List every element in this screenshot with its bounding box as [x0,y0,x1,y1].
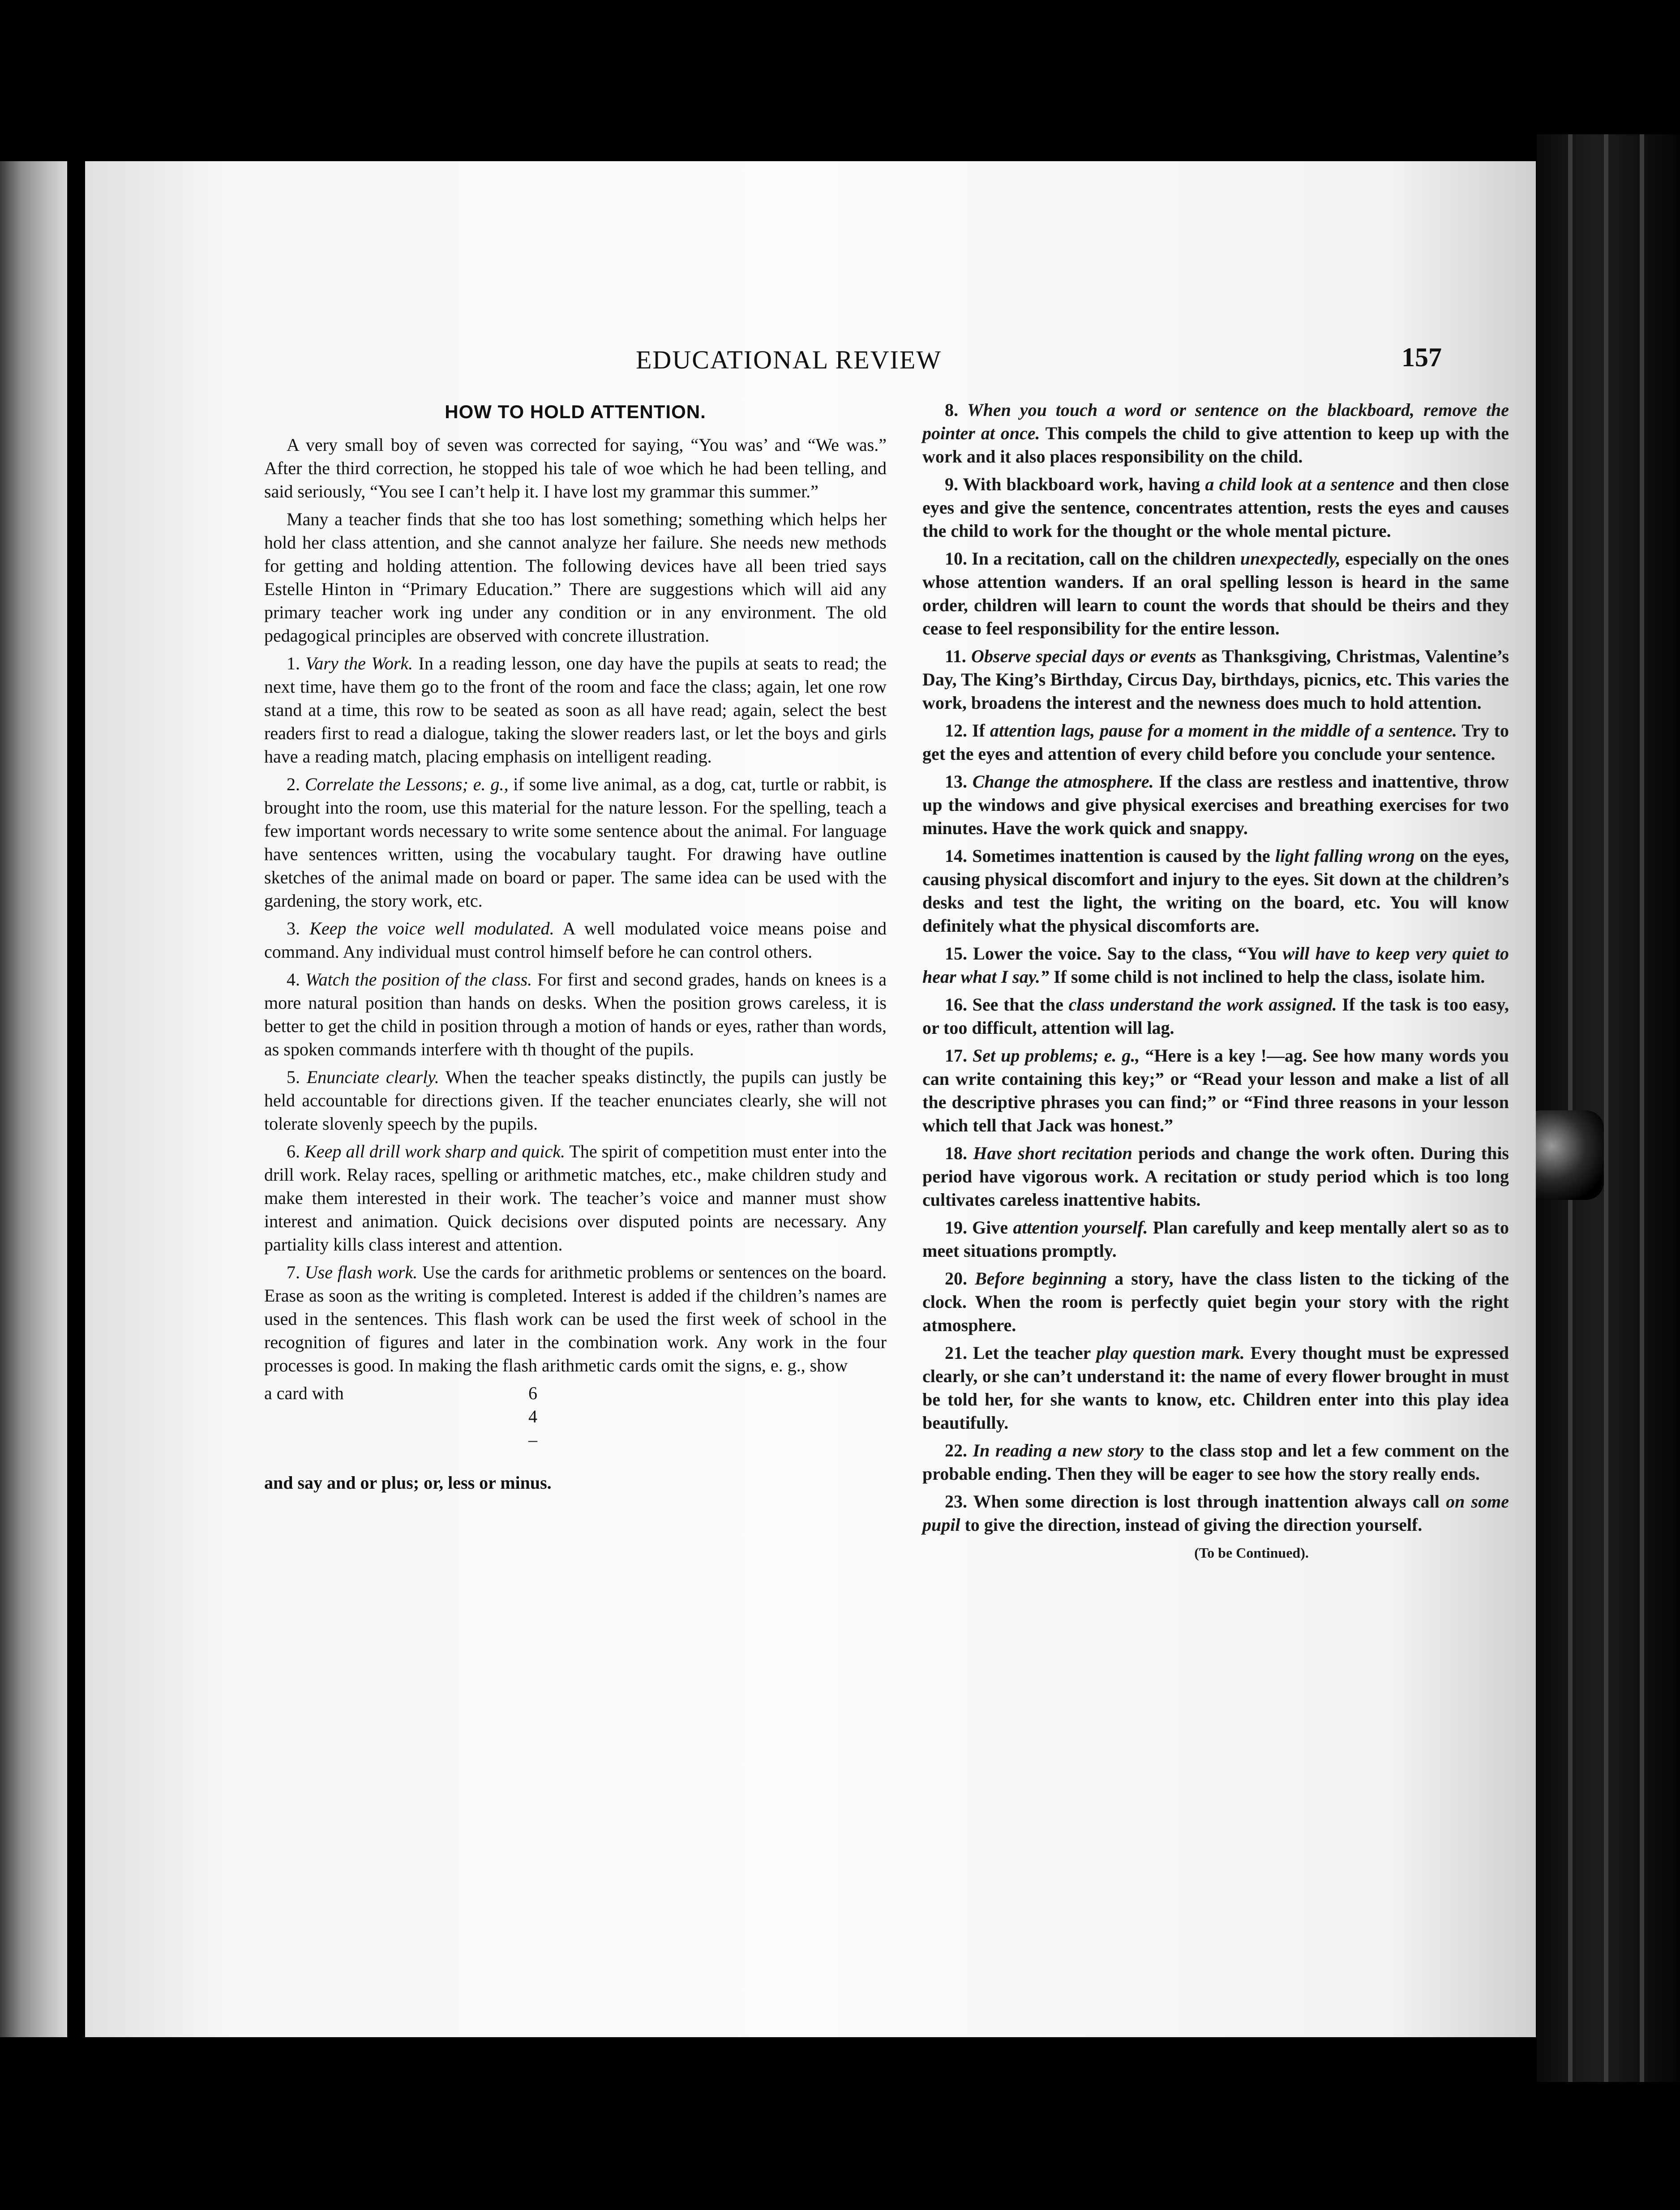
tip-heading: Set up problems; e. g., [972,1045,1140,1066]
tip-number: 18. [945,1143,973,1163]
tip-item [922,1044,1509,1137]
flash-card-example [264,1382,887,1458]
closing-line: and say and or plus; or, less or minus. [264,1473,552,1493]
tip-item [922,993,1509,1040]
flash-card-lead: a card with [264,1383,344,1403]
tip-text: if some live animal, as a dog, cat, turtle or rabbit, is brought into the room, use this material for the nature lesson. For the spelling, teach a few important words necessary to write some sentence about the animal. For language have sentences written, using the vocabulary taught. For drawing have outline sketches of the animal made on board or paper. The same idea can be used with the gardening, the story work, etc. [264,774,887,911]
tip-number: 22. [945,1440,973,1460]
page-number: 157 [1401,343,1442,372]
tip-item [264,1261,887,1377]
tip-heading: When you touch a word or sentence on the blackboard, remove the pointer at once. [922,400,1509,443]
intro-paragraph: Many a teacher finds that she too has lost something; something which helps her hold her class attention, and she cannot analyze her failure. She needs new methods for getting and holding attention. The following devices have all been tried says Estelle Hinton in “Primary Education.” There are suggestions which will aid any primary teacher work ing under any condition or in any environment. The old pedagogical principles are observed with concrete illustration. [264,509,887,646]
tip-item [264,917,887,964]
intro-paragraph: A very small boy of seven was corrected for saying, “You was’ and “We was.” After the third correction, he stopped his tale of woe which he had been telling, and said seriously, “You see I can’t help it. I have lost my grammar this summer.” [264,435,887,501]
tip-item [922,473,1509,543]
tip-item [264,773,887,912]
tip-item [922,1216,1509,1263]
tip-heading: will have to keep very quiet to hear what I say.” [922,943,1509,987]
tip-number: 23. When some direction is lost through inattention always call [945,1491,1446,1512]
tip-number: 8. [945,400,967,420]
tip-text: A well modulated voice means poise and command. Any individual must control himself before he can control others. [264,918,887,962]
tip-item [922,1341,1509,1435]
tip-number: 4. [287,969,305,989]
tip-number: 12. If [945,720,990,741]
tip-text: as Thanksgiving, Christmas, Valentine’s Day, The King’s Birthday, Circus Day, birthdays, picnics, etc. This varies the work, broadens the interest and the newness does much to hold attention. [922,646,1509,713]
tip-text: If the class are restless and inattentive, throw up the windows and give physical exercises and breathing exercises for two minutes. Have the work quick and snappy. [922,771,1509,838]
tip-heading: a child look at a sentence [1205,474,1395,494]
tip-heading: Enunciate clearly. [306,1067,439,1087]
article-title: HOW TO HOLD ATTENTION. [445,401,706,422]
tip-number: 16. See that the [945,994,1069,1015]
tip-item [922,770,1509,840]
tip-heading: Use flash work. [304,1262,418,1282]
tip-number: 19. Give [945,1217,1013,1238]
tip-item [922,942,1509,989]
tip-text: For first and second grades, hands on knees is a more natural position than hands on desks. When the position grows careless, it is better to get the child in position through a motion of hands or eyes, rather than words, as spoken commands interfere with th thought of the pupils. [264,969,887,1059]
tip-number: 2. [287,774,305,794]
tip-number: 3. [287,918,310,938]
right-column [922,398,1509,1564]
tip-heading: Watch the position of the class. [305,969,532,989]
tip-number: 10. In a recitation, call on the children [945,548,1240,569]
tip-heading: attention lags, pause for a moment in the middle of a sentence. [990,720,1457,741]
tip-text: and then close eyes and give the sentence, concentrates attention, rests the eyes and causes the child to work for the thought or the whole mental picture. [922,474,1509,541]
tip-text: Plan carefully and keep mentally alert so as to meet situations promptly. [922,1217,1509,1261]
tip-heading: In reading a new story [973,1440,1144,1460]
tip-heading: light falling wrong [1275,846,1415,866]
continued-note: (To be Continued). [1194,1545,1309,1561]
tip-item [922,398,1509,468]
tip-item [922,719,1509,766]
tip-text: Every thought must be expressed clearly, or she can’t understand it: the name of every flower brought in must be told her, for she wants to know, etc. Children enter into this play idea beautifully. [922,1343,1509,1433]
tip-text: Use the cards for arithmetic problems or sentences on the board. Erase as soon as the writing is completed. Interest is added if the children’s names are used in the sentences. This flash work can be used the first week of school in the recognition of figures and later in the combination work. Any work in the four processes is good. In making the flash arithmetic cards omit the signs, e. g., show [264,1262,887,1375]
tip-number: 9. With blackboard work, having [945,474,1205,494]
tip-heading: attention yourself. [1013,1217,1148,1238]
tip-number: 5. [287,1067,307,1087]
journal-title: EDUCATIONAL REVIEW [636,345,942,374]
binding-stripe [1640,134,1644,2082]
tip-heading: Correlate the Lessons; e. g., [304,774,509,794]
running-header [636,345,1442,385]
tip-heading: play question mark. [1096,1343,1245,1363]
left-column [264,398,887,1495]
tip-text: especially on the ones whose attention wanders. If an oral spelling lesson is heard in the same order, children will learn to count the words that should be theirs and they cease to feel responsibility for the entire lesson. [922,548,1509,638]
tip-heading: Observe special days or events [971,646,1196,666]
tip-heading: on some pupil [922,1491,1509,1535]
tip-number: 11. [945,646,972,666]
tip-number: 1. [287,653,306,673]
facing-page-edge [0,161,67,2037]
tip-heading: Keep all drill work sharp and quick. [304,1141,566,1161]
tip-item [922,1439,1509,1486]
flash-card-rule: – [528,1430,537,1450]
tip-item [922,1267,1509,1337]
tip-item [922,645,1509,715]
tip-heading: Before beginning [975,1268,1107,1289]
tip-text: “Here is a key !—ag. See how many words you can write containing this key;” or “Read your lesson and make a list of all the descriptive phrases you can find;” or “Find three reasons in your lesson which tell that Jack was honest.” [922,1045,1509,1135]
tip-item [922,1142,1509,1212]
tip-text: on the eyes, causing physical discomfort and injury to the eyes. Sit down at the children’s desks and test the light, the writing on the board, etc. You will know definitely what the physical discomforts are. [922,846,1509,936]
binding-stripe [1604,134,1608,2082]
document-page [85,161,1536,2037]
tip-number: 20. [945,1268,975,1289]
tip-text: If the task is too easy, or too difficult, attention will lag. [922,994,1509,1038]
tip-item [264,652,887,768]
tip-text: This compels the child to give attention to keep up with the work and it also places responsibility on the child. [922,423,1509,467]
tip-number: 14. Sometimes inattention is caused by the [945,846,1275,866]
tip-text: When the teacher speaks distinctly, the pupils can justly be held accountable for directions given. If the teacher enunciates clearly, she will not tolerate slovenly speech by the pupils. [264,1067,887,1134]
tip-heading: Have short recitation [973,1143,1132,1163]
tip-text: Try to get the eyes and attention of every child before you conclude your sentence. [922,720,1509,764]
tip-text: In a reading lesson, one day have the pupils at seats to read; the next time, have them go to the front of the room and face the class; again, let one row stand at a time, this row to be seated as soon as all have read; again, select the best readers first to read a dialogue, taking the slower readers last, or let the boys and girls have a reading match, placing emphasis on intelligent reading. [264,653,887,767]
flash-card-top-number: 6 [528,1383,537,1403]
tip-text: to give the direction, instead of giving the direction yourself. [960,1515,1423,1535]
tip-number: 6. [287,1141,305,1161]
flash-card-bottom-number: 4 [528,1406,537,1426]
book-binding [1537,134,1680,2082]
tip-number: 17. [945,1045,973,1066]
tip-item [922,547,1509,640]
tip-item [264,1140,887,1256]
tip-text: The spirit of competition must enter into the drill work. Relay races, spelling or arithmetic matches, etc., make children study and make them interested in their work. The teacher’s voice and manner must show interest and animation. Quick decisions over disputed points are necessary. Any partiality kills class interest and attention. [264,1141,887,1255]
tip-text: If some child is not inclined to help the class, isolate him. [1049,967,1485,987]
binding-stripe [1568,134,1573,2082]
tip-heading: unexpectedly, [1240,548,1341,569]
tip-heading: Change the atmosphere. [972,771,1154,792]
tip-number: 21. Let the teacher [945,1343,1097,1363]
tip-item [922,1490,1509,1537]
tip-item [922,844,1509,938]
tip-heading: class understand the work assigned. [1068,994,1337,1015]
tip-heading: Keep the voice well modulated. [309,918,554,938]
tip-number: 13. [945,771,973,792]
tip-item [264,968,887,1061]
tip-heading: Vary the Work. [305,653,413,673]
tip-text: periods and change the work often. During this period have vigorous work. A recitation or study period which is too long cultivates careless inattentive habits. [922,1143,1509,1210]
tip-number: 15. Lower the voice. Say to the class, “You [945,943,1283,964]
tip-item [264,1066,887,1135]
tip-text: a story, have the class listen to the ticking of the clock. When the room is perfectly quiet begin your story with the right atmosphere. [922,1268,1509,1335]
tip-number: 7. [287,1262,305,1282]
tip-text: to the class stop and let a few comment on the probable ending. Then they will be eager to see how the story really ends. [922,1440,1509,1484]
